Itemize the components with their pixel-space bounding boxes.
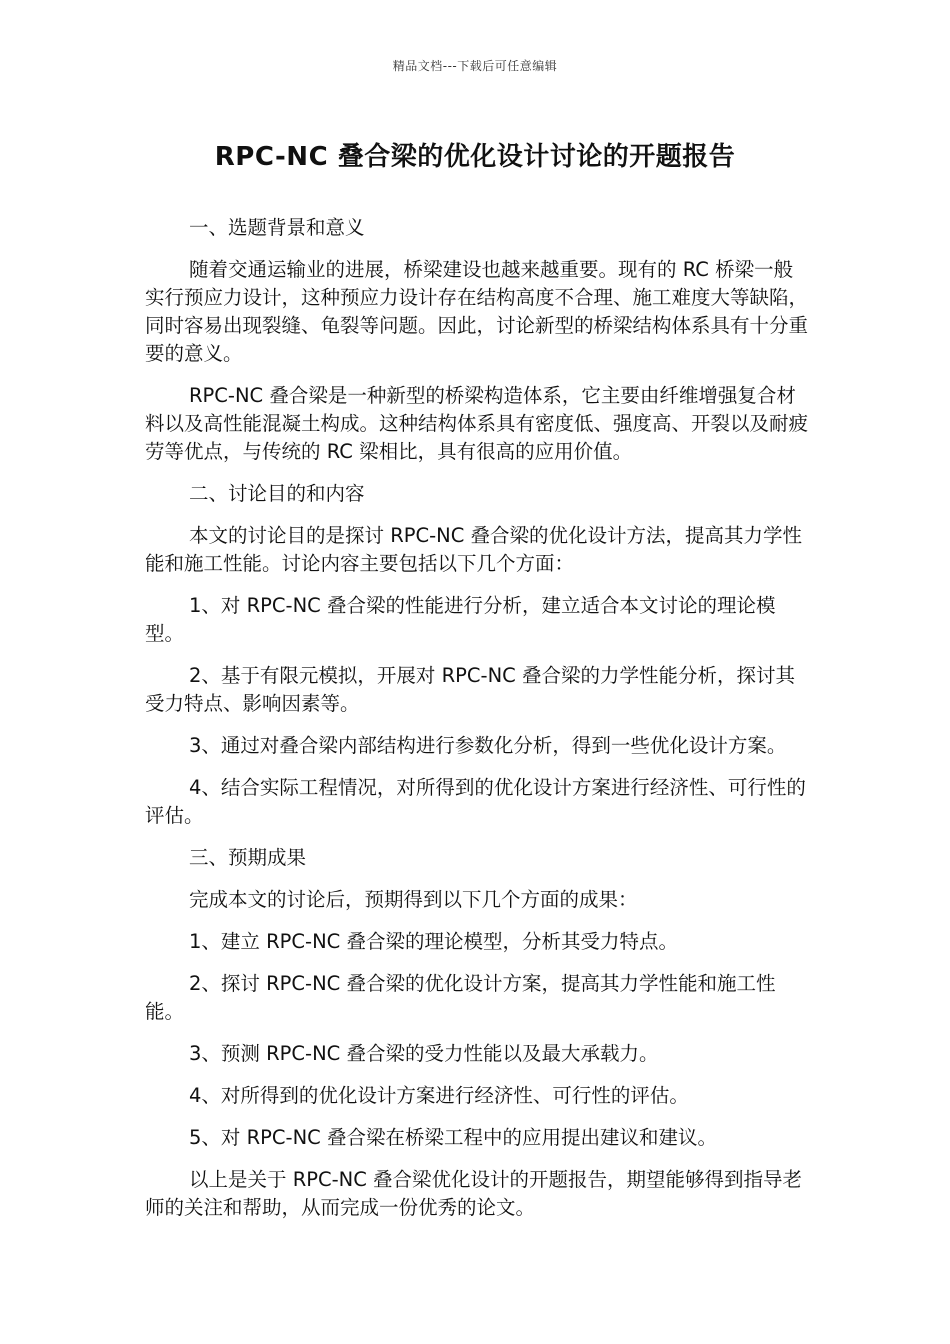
list-item: 1、建立 RPC-NC 叠合梁的理论模型，分析其受力特点。 [189,930,678,953]
list-item: 4、对所得到的优化设计方案进行经济性、可行性的评估。 [189,1084,689,1107]
document-body [145,214,810,1236]
list-item: 1、对 RPC-NC 叠合梁的性能进行分析，建立适合本文讨论的理论模型。 [145,594,776,645]
list-item: 5、对 RPC-NC 叠合梁在桥梁工程中的应用提出建议和建议。 [189,1126,717,1149]
list-item: 4、结合实际工程情况，对所得到的优化设计方案进行经济性、可行性的评估。 [145,776,806,827]
section-heading-background: 一、选题背景和意义 [189,216,365,239]
list-item: 3、通过对叠合梁内部结构进行参数化分析，得到一些优化设计方案。 [189,734,787,757]
document-title: RPC-NC 叠合梁的优化设计讨论的开题报告 [214,142,736,172]
paragraph: 随着交通运输业的进展，桥梁建设也越来越重要。现有的 RC 桥梁一般实行预应力设计，这种预应力设计存在结构高度不合理、施工难度大等缺陷，同时容易出现裂缝、龟裂等问题。因此，讨论新型的桥梁结构体系具有十分重要的意义。 [145,258,809,365]
list-item: 2、基于有限元模拟，开展对 RPC-NC 叠合梁的力学性能分析，探讨其受力特点、影响因素等。 [145,664,795,715]
page-header-note: 精品文档---下载后可任意编辑 [392,59,558,73]
closing-paragraph: 以上是关于 RPC-NC 叠合梁优化设计的开题报告，期望能够得到指导老师的关注和帮助，从而完成一份优秀的论文。 [145,1168,803,1219]
paragraph: RPC-NC 叠合梁是一种新型的桥梁构造体系，它主要由纤维增强复合材料以及高性能混凝土构成。这种结构体系具有密度低、强度高、开裂以及耐疲劳等优点，与传统的 RC 梁相比，具有很高的应用价值。 [145,384,809,463]
section-heading-goals: 二、讨论目的和内容 [189,482,365,505]
list-item: 3、预测 RPC-NC 叠合梁的受力性能以及最大承载力。 [189,1042,659,1065]
paragraph: 完成本文的讨论后，预期得到以下几个方面的成果： [189,888,638,911]
section-heading-results: 三、预期成果 [189,846,307,869]
list-item: 2、探讨 RPC-NC 叠合梁的优化设计方案，提高其力学性能和施工性能。 [145,972,776,1023]
paragraph: 本文的讨论目的是探讨 RPC-NC 叠合梁的优化设计方法，提高其力学性能和施工性能。讨论内容主要包括以下几个方面： [145,524,803,575]
